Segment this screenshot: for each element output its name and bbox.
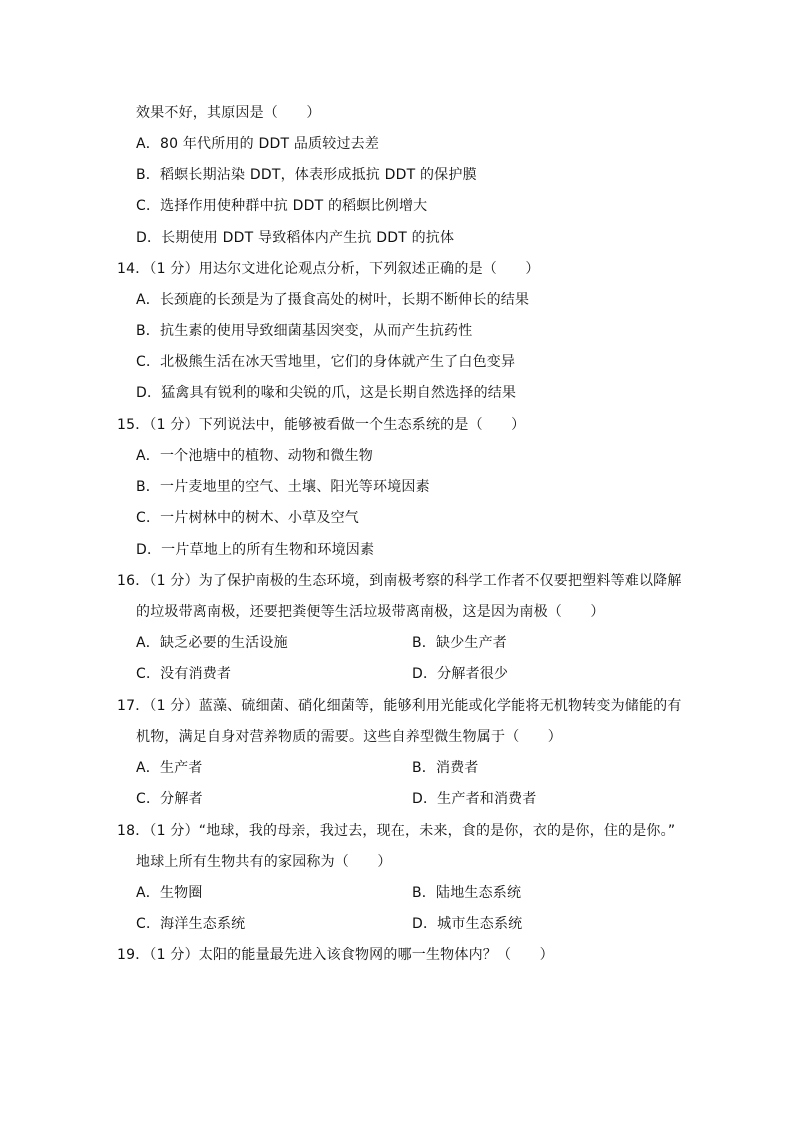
question-13-option-c: C．选择作用使种群中抗 DDT 的稻螟比例增大 — [136, 198, 428, 214]
question-16-stem: 16．（1 分）为了保护南极的生态环境，到南极考察的科学工作者不仅要把塑料等难以降解 — [117, 573, 682, 589]
question-16-option-c: C．没有消费者 — [136, 666, 232, 682]
question-13-option-d: D．长期使用 DDT 导致稻体内产生抗 DDT 的抗体 — [136, 230, 455, 246]
question-16-option-a: A．缺乏必要的生活设施 — [136, 635, 288, 651]
question-14-option-d: D．猛禽具有锐利的喙和尖锐的爪，这是长期自然选择的结果 — [136, 385, 517, 401]
question-17-stem-continued: 机物，满足自身对营养物质的需要。这些自养型微生物属于（ ） — [136, 729, 562, 745]
question-15-option-d: D．一片草地上的所有生物和环境因素 — [136, 542, 375, 558]
question-16-stem-continued: 的垃圾带离南极，还要把粪便等生活垃圾带离南极，这是因为南极（ ） — [136, 604, 605, 620]
question-13-stem-continued: 效果不好，其原因是（ ） — [136, 105, 321, 121]
question-13-option-a: A．80 年代所用的 DDT 品质较过去差 — [136, 136, 380, 152]
question-14-stem: 14．（1 分）用达尔文进化论观点分析，下列叙述正确的是（ ） — [117, 261, 540, 277]
question-16-option-d: D．分解者很少 — [412, 666, 509, 682]
question-17-option-c: C．分解者 — [136, 791, 203, 807]
question-18-option-d: D．城市生态系统 — [412, 916, 523, 932]
question-15-stem: 15．（1 分）下列说法中，能够被看做一个生态系统的是（ ） — [117, 417, 526, 433]
question-13-option-b: B．稻螟长期沾染 DDT，体表形成抵抗 DDT 的保护膜 — [136, 167, 477, 183]
question-14-option-b: B．抗生素的使用导致细菌基因突变，从而产生抗药性 — [136, 323, 473, 339]
question-15-option-b: B．一片麦地里的空气、土壤、阳光等环境因素 — [136, 479, 430, 495]
question-19-stem: 19．（1 分）太阳的能量最先进入该食物网的哪一生物体内？（ ） — [117, 947, 554, 963]
question-18-stem-continued: 地球上所有生物共有的家园称为（ ） — [136, 854, 392, 870]
question-18-option-b: B．陆地生态系统 — [412, 885, 522, 901]
question-14-option-a: A．长颈鹿的长颈是为了摄食高处的树叶，长期不断伸长的结果 — [136, 292, 530, 308]
question-17-option-b: B．消费者 — [412, 760, 479, 776]
question-18-stem: 18．（1 分）“地球，我的母亲，我过去，现在，未来，食的是你，衣的是你，住的是你。” — [117, 823, 676, 839]
question-15-option-c: C．一片树林中的树木、小草及空气 — [136, 510, 359, 526]
question-15-option-a: A．一个池塘中的植物、动物和微生物 — [136, 448, 373, 464]
question-16-option-b: B．缺少生产者 — [412, 635, 508, 651]
question-17-stem: 17．（1 分）蓝藻、硫细菌、硝化细菌等，能够利用光能或化学能将无机物转变为储能的有 — [117, 698, 682, 714]
question-18-option-a: A．生物圈 — [136, 885, 203, 901]
question-18-option-c: C．海洋生态系统 — [136, 916, 246, 932]
question-17-option-d: D．生产者和消费者 — [412, 791, 537, 807]
question-14-option-c: C．北极熊生活在冰天雪地里，它们的身体就产生了白色变异 — [136, 354, 516, 370]
question-17-option-a: A．生产者 — [136, 760, 203, 776]
